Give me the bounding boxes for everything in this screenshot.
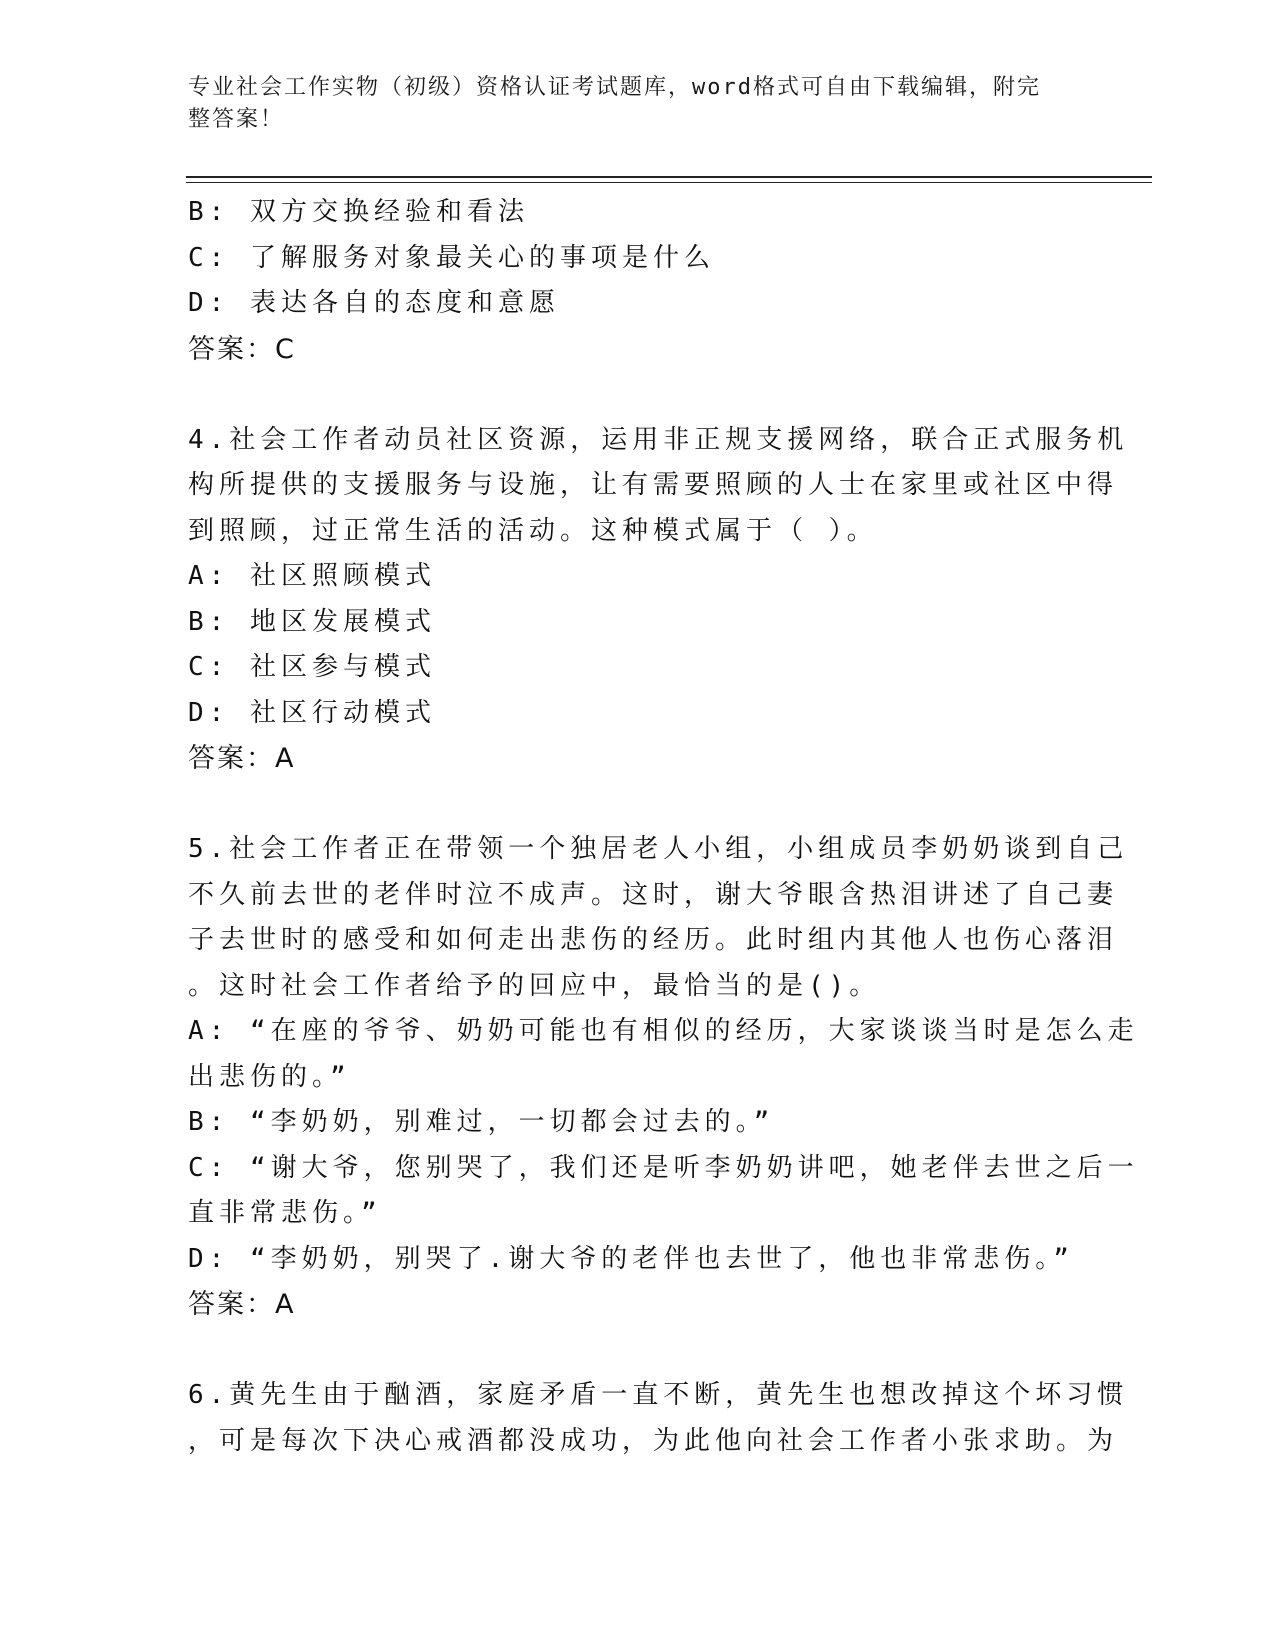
document-body: [188, 190, 1139, 1464]
q4-option-a: A: 社区照顾模式: [188, 561, 436, 591]
header-divider-thin: [186, 182, 1152, 183]
spacer: [188, 782, 1088, 828]
question-6: [188, 1373, 1129, 1464]
question-3: [188, 190, 1088, 372]
q5-option-a: A: “在座的爷爷、奶奶可能也有相似的经历，大家谈谈当时是怎么走: [188, 1016, 1139, 1046]
q3-option-b: B: 双方交换经验和看法: [188, 197, 529, 227]
q4-stem-line: 构所提供的支援服务与设施，让有需要照顾的人士在家里或社区中得: [188, 470, 1119, 500]
q5-stem-line: 5.社会工作者正在带领一个独居老人小组，小组成员李奶奶谈到自己: [188, 834, 1129, 864]
spacer: [188, 1328, 1088, 1374]
q4-stem-line: 4.社会工作者动员社区资源，运用非正规支援网络，联合正式服务机: [188, 424, 1129, 455]
header-divider-thick: [186, 176, 1152, 178]
q3-answer: 答案：C: [188, 333, 296, 365]
question-5: [188, 827, 1139, 1328]
q4-option-d: D: 社区行动模式: [188, 697, 436, 728]
q4-option-b: B: 地区发展模式: [188, 606, 436, 637]
header-line-1: 专业社会工作实物（初级）资格认证考试题库，word格式可自由下载编辑，附完: [188, 75, 1041, 100]
q5-stem-line: 。这时社会工作者给予的回应中，最恰当的是()。: [188, 970, 881, 1001]
q6-stem-line: ，可是每次下决心戒酒都没成功，为此他向社会工作者小张求助。为: [188, 1425, 1119, 1456]
q3-option-c: C: 了解服务对象最关心的事项是什么: [188, 242, 715, 273]
spacer: [188, 372, 1088, 418]
q6-stem-line: 6.黄先生由于酗酒，家庭矛盾一直不断，黄先生也想改掉这个坏习惯: [188, 1380, 1129, 1410]
q5-stem-line: 子去世时的感受和如何走出悲伤的经历。此时组内其他人也伤心落泪: [188, 925, 1119, 955]
q4-stem-line: 到照顾，过正常生活的活动。这种模式属于（ ）。: [188, 515, 878, 546]
q5-option-b: B: “李奶奶，别难过，一切都会过去的。”: [188, 1107, 775, 1137]
q5-answer: 答案：A: [188, 1289, 296, 1320]
q5-stem-line: 不久前去世的老伴时泣不成声。这时，谢大爷眼含热泪讲述了自己妻: [188, 879, 1119, 910]
header-line-2: 整答案！: [188, 107, 285, 132]
q5-option-c: C: “谢大爷，您别哭了，我们还是听李奶奶讲吧，她老伴去世之后一: [188, 1152, 1139, 1183]
q5-option-d: D: “李奶奶，别哭了.谢大爷的老伴也去世了，他也非常悲伤。”: [188, 1243, 1074, 1274]
q4-answer: 答案：A: [188, 743, 296, 774]
q3-option-d: D: 表达各自的态度和意愿: [188, 288, 560, 318]
q5-option-a-cont: 出悲伤的。”: [188, 1061, 351, 1092]
question-4: [188, 418, 1129, 782]
document-header: [188, 72, 1088, 136]
q4-option-c: C: 社区参与模式: [188, 652, 436, 682]
q5-option-c-cont: 直非常悲伤。”: [188, 1198, 382, 1228]
